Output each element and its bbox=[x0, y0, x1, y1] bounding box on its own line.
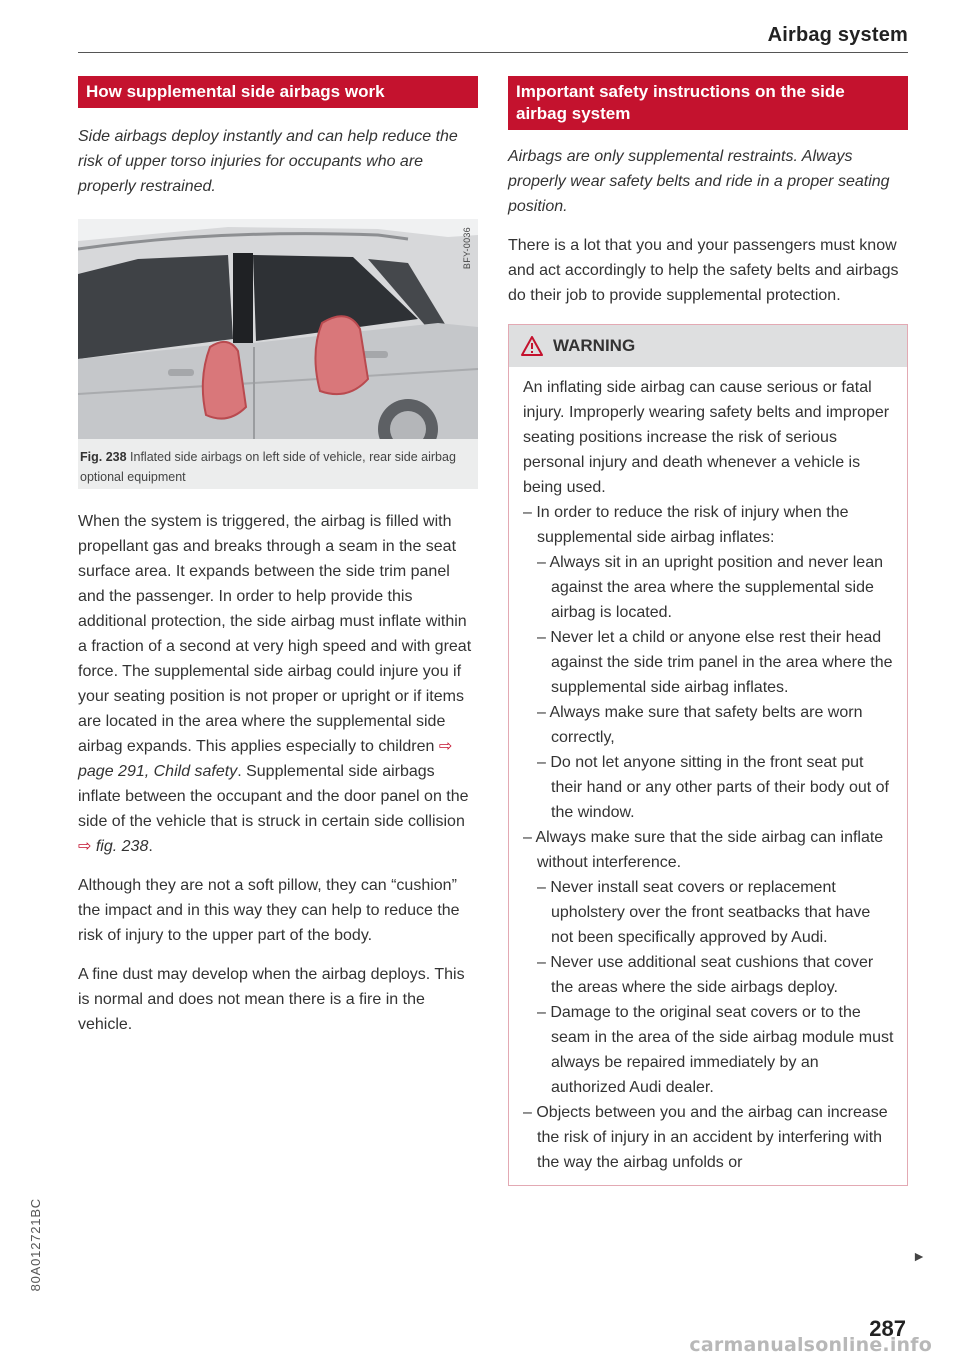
figure-caption-text: Inflated side airbags on left side of vehicle, rear side airbag optional equipment bbox=[80, 450, 456, 484]
right-section-heading: Important safety instructions on the side airbag system bbox=[508, 76, 908, 130]
warning-title: WARNING bbox=[553, 336, 636, 355]
left-paragraph-3: A fine dust may develop when the airbag deploys. This is normal and does not mean there is a fire in the vehicle. bbox=[78, 966, 465, 1033]
warning-sub-bullet: – Never install seat covers or replacement upholstery over the front seatbacks that have not been specifically approved by Audi. bbox=[537, 879, 871, 946]
left-intro: Side airbags deploy instantly and can help reduce the risk of upper torso injuries for occupants who are properly restrained. bbox=[78, 128, 458, 195]
warning-sub-bullet: – Always sit in an upright position and never lean against the area where the supplemental side airbag is located. bbox=[537, 554, 883, 621]
warning-body bbox=[509, 367, 907, 1185]
warning-sub-bullet: – Never use additional seat cushions that cover the areas where the side airbags deploy. bbox=[537, 954, 874, 996]
warning-sub-bullet: – Do not let anyone sitting in the front seat put their hand or any other parts of their body out of the window. bbox=[537, 754, 889, 821]
right-paragraph-1: There is a lot that you and your passengers must know and act accordingly to help the safety belts and airbags do their job to provide supplemental protection. bbox=[508, 237, 899, 304]
figure-238 bbox=[78, 219, 478, 489]
warning-header bbox=[509, 325, 907, 367]
header-rule bbox=[78, 52, 908, 53]
figure-reference-link[interactable]: fig. 238 bbox=[95, 838, 149, 855]
warning-box bbox=[508, 324, 908, 1186]
warning-sub-bullet: – Damage to the original seat covers or to the seam in the area of the side airbag module must always be repaired immediately by an authorized Audi dealer. bbox=[537, 1004, 894, 1096]
warning-triangle-icon bbox=[521, 336, 543, 356]
figure-label: Fig. 238 bbox=[80, 450, 127, 464]
right-column bbox=[508, 76, 908, 1186]
page-number: 287 bbox=[869, 1316, 906, 1341]
p1-text: When the system is triggered, the airbag is filled with propellant gas and breaks through a seam in the seat surface area. It expands between the side trim panel and the passenger. In order to help provide this additional protection, the side airbag must inflate within a fraction of a second at very high speed and with great force. The supplemental side airbag could injure you if your seating position is not proper or upright or if items are located in the area where the supplemental side airbag expands. This applies especially to children bbox=[78, 513, 472, 755]
arrow-icon: ⇨ bbox=[78, 838, 92, 855]
page-reference-link[interactable]: page 291, Child safety bbox=[78, 763, 238, 780]
watermark: carmanualsonline.info bbox=[689, 1334, 932, 1356]
right-intro: Airbags are only supplemental restraints. Always properly wear safety belts and ride in a proper seating position. bbox=[508, 148, 890, 215]
p1-text-2: . Supplemental side airbags inflate between the occupant and the door panel on the side of the vehicle that is struck in certain side collision bbox=[78, 763, 469, 830]
document-code: 80A012721BC bbox=[28, 1198, 43, 1292]
warning-bullet: – In order to reduce the risk of injury when the supplemental side airbag inflates: bbox=[523, 504, 849, 546]
warning-text: An inflating side airbag can cause serious or fatal injury. Improperly wearing safety belts and improper seating positions increase the risk of serious personal injury and death whenever a vehicle is being used. bbox=[523, 379, 890, 496]
section-header-title: Airbag system bbox=[767, 24, 908, 46]
car-side-airbag-illustration bbox=[78, 219, 478, 439]
p1-end: . bbox=[148, 838, 153, 855]
arrow-icon: ⇨ bbox=[438, 738, 453, 755]
left-column bbox=[78, 76, 478, 1037]
warning-sub-bullet: – Always make sure that safety belts are worn correctly, bbox=[537, 704, 863, 746]
figure-code: BFY-0036 bbox=[462, 227, 472, 270]
warning-bullet: – Always make sure that the side airbag can inflate without interference. bbox=[523, 829, 884, 871]
left-paragraph-2: Although they are not a soft pillow, they can “cushion” the impact and in this way they can help to reduce the risk of injury to the upper part of the body. bbox=[78, 877, 460, 944]
left-section-heading: How supplemental side airbags work bbox=[78, 76, 478, 108]
left-paragraph-1 bbox=[78, 509, 478, 859]
warning-bullet: – Objects between you and the airbag can increase the risk of injury in an accident by interfering with the way the airbag unfolds or bbox=[523, 1104, 888, 1171]
continue-arrow-icon: ► bbox=[912, 1248, 926, 1264]
warning-sub-bullet: – Never let a child or anyone else rest their head against the side trim panel in the area where the supplemental side airbag inflates. bbox=[537, 629, 893, 696]
figure-caption bbox=[78, 447, 478, 487]
